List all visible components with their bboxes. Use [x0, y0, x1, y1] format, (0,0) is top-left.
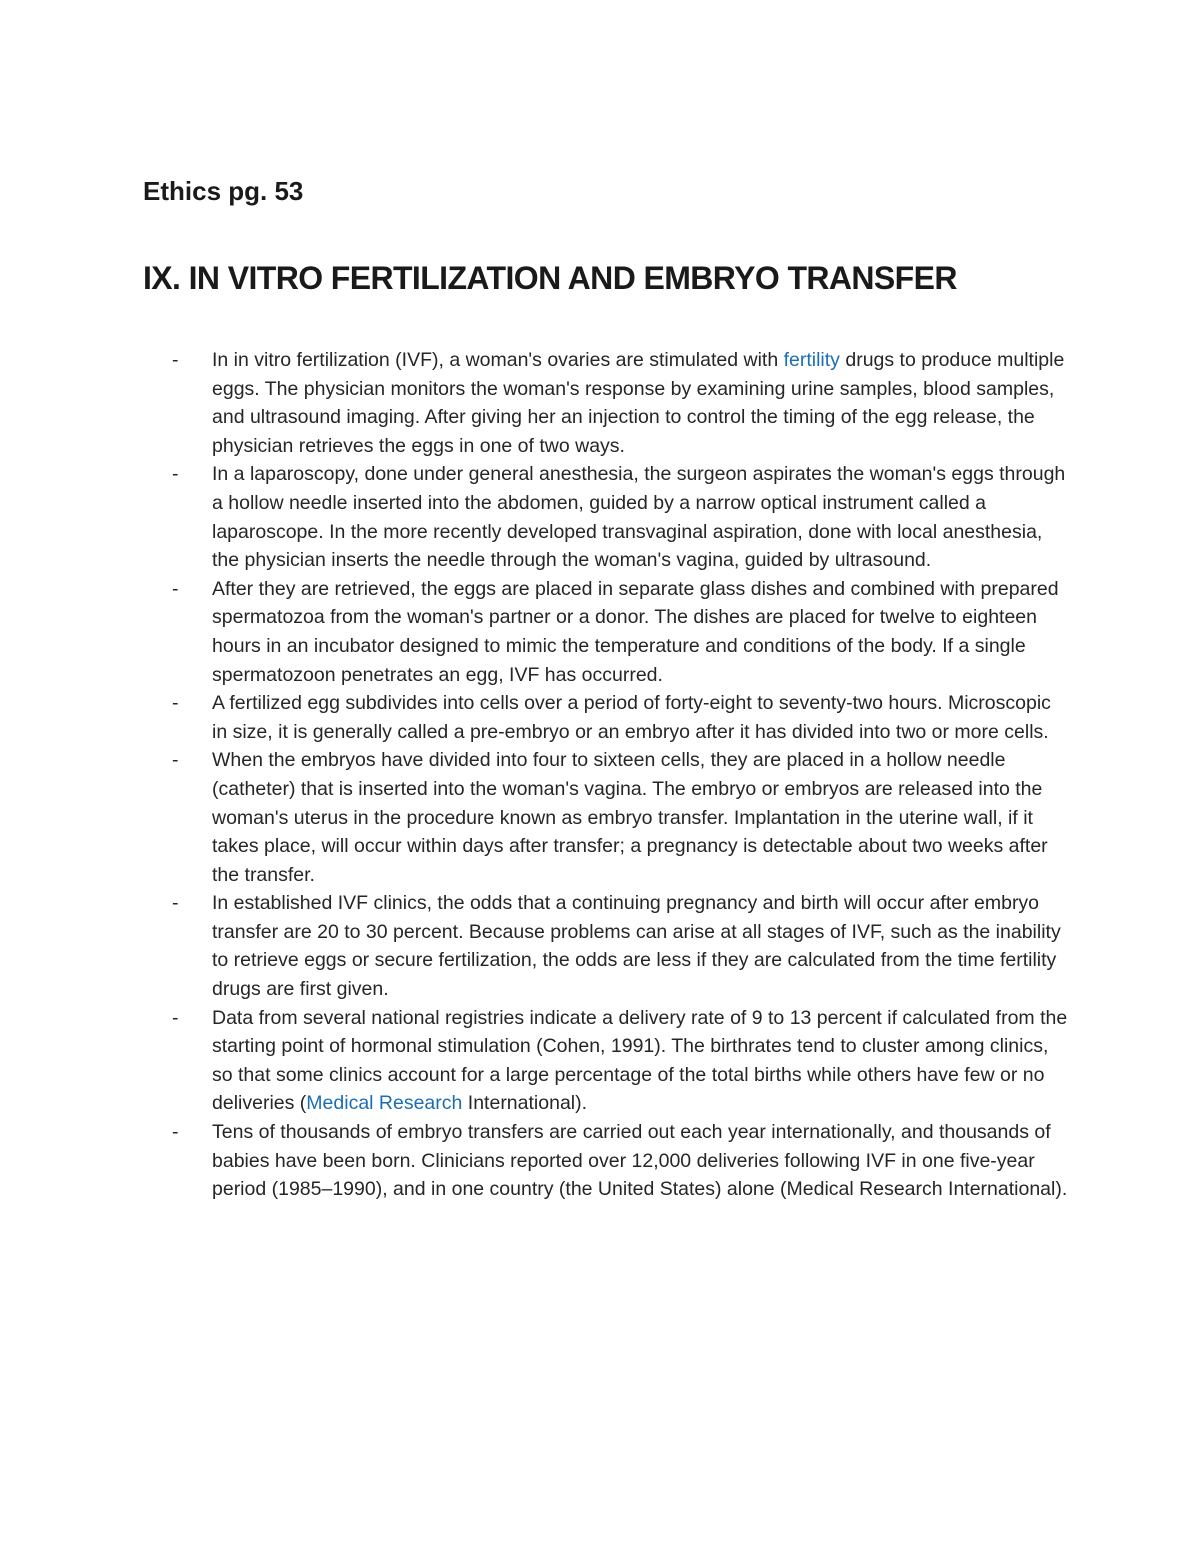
bullet-text: International).	[462, 1092, 588, 1115]
bullet-dash: -	[172, 892, 179, 915]
bullet-item	[170, 689, 1070, 746]
bullet-dash: -	[172, 1006, 179, 1029]
bullet-dash: -	[172, 749, 179, 772]
page-label: Ethics pg. 53	[143, 176, 304, 206]
bullet-item	[170, 460, 1070, 574]
bullet-item	[170, 1118, 1070, 1204]
fertility-link[interactable]: fertility	[783, 349, 840, 371]
bullet-item	[170, 746, 1070, 889]
bullet-list	[170, 346, 1070, 1204]
bullet-text: In established IVF clinics, the odds that a continuing pregnancy and birth will occur after embryo transfer are 20 to 30 percent. Because problems can arise at all stages of IVF, such as the inability to retrieve eggs or secure fertilization, the odds are less if they are calculated from the time fertility drugs are first given.	[212, 892, 1061, 1001]
bullet-text: Data from several national registries indicate a delivery rate of 9 to 13 percent if calculated from the starting point of hormonal stimulation (Cohen, 1991). The birthrates tend to cluster among clinics, so that some clinics account for a large percentage of the total births while others have few or no deliveries (	[212, 1006, 1068, 1115]
bullet-text: After they are retrieved, the eggs are placed in separate glass dishes and combined with prepared spermatozoa from the woman's partner or a donor. The dishes are placed for twelve to eighteen hours in an incubator designed to mimic the temperature and conditions of the body. If a single spermatozoon penetrates an egg, IVF has occurred.	[212, 577, 1059, 686]
bullet-text: Tens of thousands of embryo transfers are carried out each year internationally, and thousands of babies have been born. Clinicians reported over 12,000 deliveries following IVF in one five-year period (1985–1990), and in one country (the United States) alone (Medical Research International).	[212, 1121, 1068, 1201]
bullet-dash: -	[172, 577, 179, 600]
bullet-item	[170, 889, 1070, 1003]
bullet-text: In in vitro fertilization (IVF), a woman's ovaries are stimulated with	[212, 349, 784, 371]
bullet-dash: -	[172, 463, 179, 486]
bullet-item	[170, 346, 1070, 460]
bullet-text: A fertilized egg subdivides into cells over a period of forty-eight to seventy-two hours. Microscopic in size, it is generally called a pre-embryo or an embryo after it has divided into two or more cells.	[212, 692, 1051, 743]
bullet-dash: -	[172, 349, 179, 371]
bullet-item	[170, 1004, 1070, 1118]
section-heading: IX. IN VITRO FERTILIZATION AND EMBRYO TRANSFER	[143, 260, 957, 296]
bullet-dash: -	[172, 1121, 179, 1144]
medical-research-link[interactable]: Medical Research	[306, 1092, 463, 1115]
bullet-dash: -	[172, 692, 179, 715]
bullet-text: In a laparoscopy, done under general anesthesia, the surgeon aspirates the woman's eggs through a hollow needle inserted into the abdomen, guided by a narrow optical instrument called a laparoscope. In the more recently developed transvaginal aspiration, done with local anesthesia, the physician inserts the needle through the woman's vagina, guided by ultrasound.	[212, 463, 1066, 572]
bullet-text: When the embryos have divided into four to sixteen cells, they are placed in a hollow needle (catheter) that is inserted into the woman's vagina. The embryo or embryos are released into the woman's uterus in the procedure known as embryo transfer. Implantation in the uterine wall, if it takes place, will occur within days after transfer; a pregnancy is detectable about two weeks after the transfer.	[212, 749, 1048, 886]
bullet-item	[170, 575, 1070, 689]
bullet-text: drugs to produce multiple eggs. The physician monitors the woman's response by examining urine samples, blood samples, and ultrasound imaging. After giving her an injection to control the timing of the egg release, the physician retrieves the eggs in one of two ways.	[212, 349, 1065, 457]
